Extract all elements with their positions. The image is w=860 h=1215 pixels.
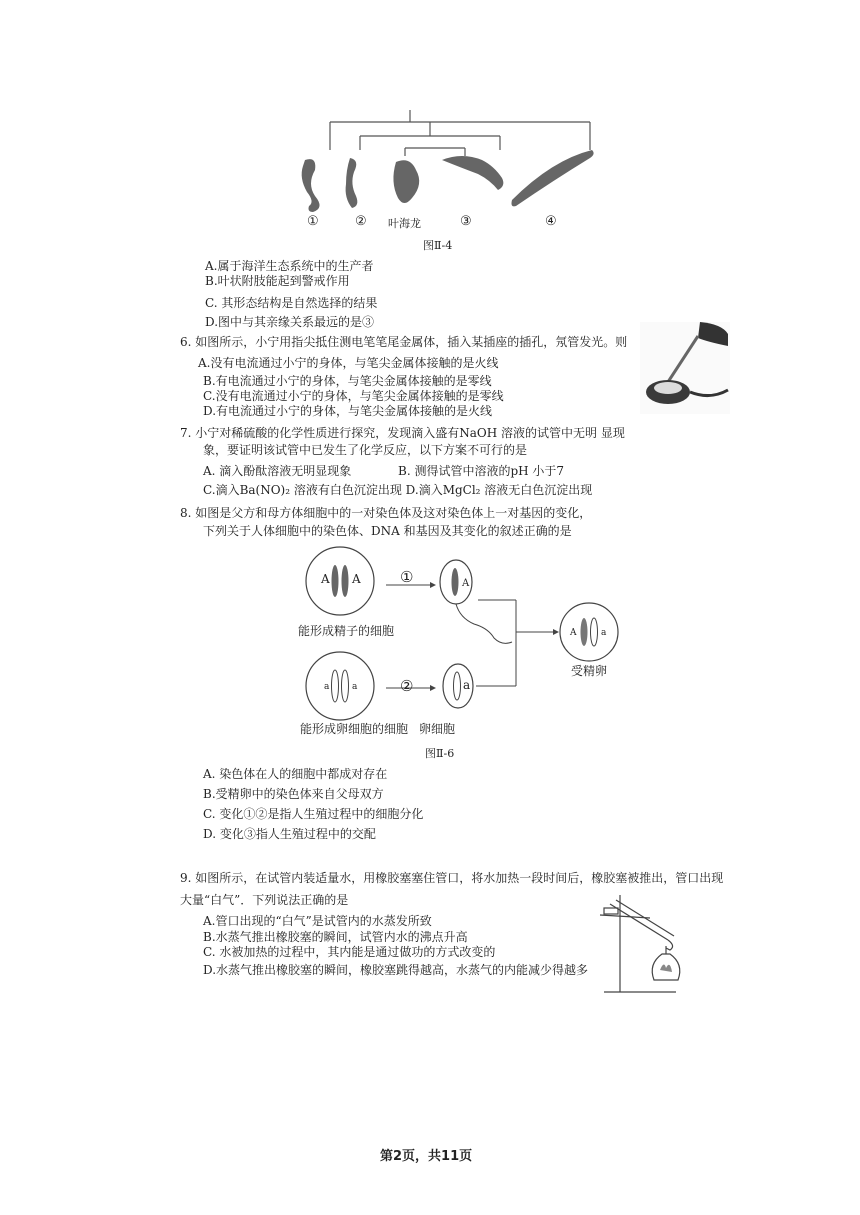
q5-option-c: C. 其形态结构是自然选择的结果	[205, 296, 378, 310]
egg-source-label: 能形成卵细胞的细胞	[300, 722, 409, 736]
figure-caption-6: 图Ⅱ-6	[425, 747, 455, 760]
q8-stem-line1: 8. 如图是父方和母方体细胞中的一对染色体及这对染色体上一对基因的变化，	[180, 506, 592, 520]
q9-option-a: A.管口出现的“白气”是试管内的水蒸发所致	[203, 914, 432, 928]
q7-option-a: A. 滴入酚酞溶液无明显现象	[203, 464, 352, 478]
q6-option-b: B.有电流通过小宁的身体，与笔尖金属体接触的是零线	[203, 374, 492, 388]
q5-option-d: D.图中与其亲缘关系最远的是③	[205, 315, 375, 329]
q6-option-c: C.没有电流通过小宁的身体，与笔尖金属体接触的是零线	[203, 389, 504, 403]
step-2-label: ②	[400, 677, 414, 695]
gene-label-A-right: A	[352, 572, 361, 586]
page-number: 第2页，共11页	[380, 1149, 473, 1164]
zygote-gene-A: A	[570, 628, 577, 638]
gene-label-A-left: A	[321, 572, 330, 586]
q5-option-a: A.属于海洋生态系统中的生产者	[205, 259, 374, 273]
q7-option-b: B. 测得试管中溶液的pH 小于7	[398, 464, 565, 478]
q9-option-d: D.水蒸气推出橡胶塞的瞬间，橡胶塞跳得越高，水蒸气的内能减少得越多	[203, 963, 589, 977]
q7-stem-line2: 象，要证明该试管中已发生了化学反应，以下方案不可行的是	[203, 443, 528, 457]
q9-stem-line1: 9. 如图所示，在试管内装适量水，用橡胶塞塞住管口，将水加热一段时间后，橡胶塞被推出，管口出现	[180, 871, 724, 885]
figure-caption-4: 图Ⅱ-4	[423, 239, 453, 252]
q9-option-b: B.水蒸气推出橡胶塞的瞬间，试管内水的沸点升高	[203, 930, 468, 944]
q8-option-a: A. 染色体在人的细胞中都成对存在	[203, 767, 388, 781]
q7-option-cd: C.滴入Ba(NO)₂ 溶液有白色沉淀出现 D.滴入MgCl₂ 溶液无白色沉淀出现	[203, 483, 593, 497]
q5-option-b: B.叶状附肢能起到警戒作用	[205, 274, 350, 288]
q8-option-d: D. 变化③指人生殖过程中的交配	[203, 827, 376, 841]
step-1-label: ①	[400, 568, 414, 586]
q8-option-b: B.受精卵中的染色体来自父母双方	[203, 787, 384, 801]
phylo-label-leafy-seadragon: 叶海龙	[388, 217, 421, 230]
q9-option-c: C. 水被加热的过程中，其内能是通过做功的方式改变的	[203, 945, 496, 959]
egg-label: 卵细胞	[419, 722, 456, 736]
phylo-label-3: ③	[460, 214, 472, 229]
q6-option-a: A.没有电流通过小宁的身体，与笔尖金属体接触的是火线	[198, 356, 499, 370]
q7-stem-line1: 7. 小宁对稀硫酸的化学性质进行探究，发现滴入盛有NaOH 溶液的试管中无明 显现	[180, 426, 625, 440]
egg-gene-a-left: a	[324, 682, 330, 692]
phylo-label-2: ②	[355, 214, 367, 229]
phylo-label-1: ①	[307, 214, 319, 229]
q9-stem-line2: 大量“白气”．下列说法正确的是	[180, 893, 349, 907]
egg-gene-a: a	[463, 678, 471, 692]
q8-option-c: C. 变化①②是指人生殖过程中的细胞分化	[203, 807, 424, 821]
zygote-gene-a: a	[601, 628, 607, 638]
q8-stem-line2: 下列关于人体细胞中的染色体、DNA 和基因及其变化的叙述正确的是	[203, 524, 572, 538]
sperm-gene-A: A	[462, 578, 470, 589]
zygote-label: 受精卵	[571, 664, 608, 678]
q6-stem: 6. 如图所示，小宁用指尖抵住测电笔笔尾金属体，插入某插座的插孔，氖管发光。则	[180, 335, 628, 349]
phylo-label-4: ④	[545, 214, 557, 229]
egg-gene-a-right: a	[352, 682, 358, 692]
sperm-source-label: 能形成精子的细胞	[298, 624, 395, 638]
q6-option-d: D.有电流通过小宁的身体，与笔尖金属体接触的是火线	[203, 404, 493, 418]
